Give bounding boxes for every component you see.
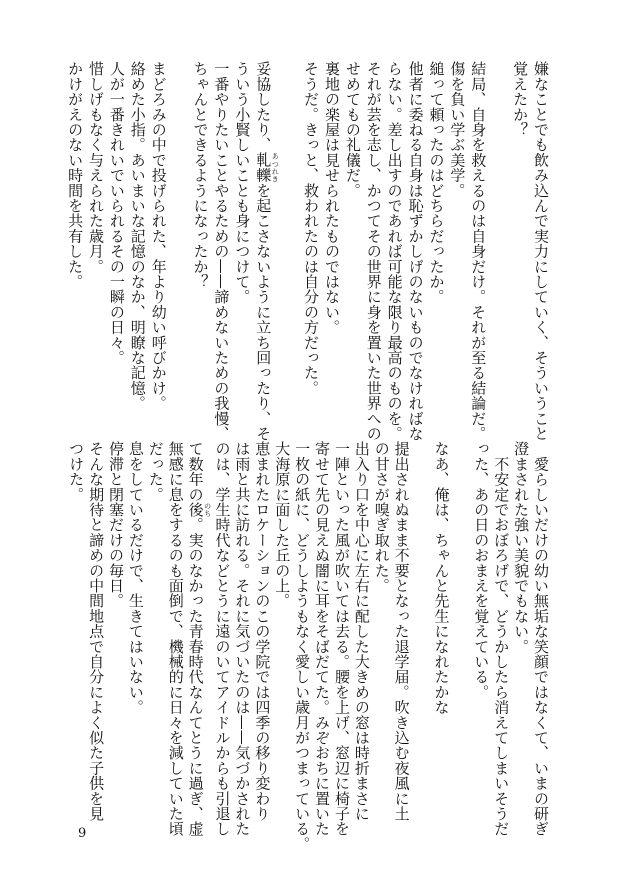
text-line: 嫌なことでも飲み込んで実力にしていく、そういうこと: [532, 61, 550, 441]
blank-line: [411, 441, 431, 813]
text-line: 一番やりたいことやるための——諦めないための我慢、: [212, 61, 231, 441]
text-line: 人が一番きれいでいられるその一瞬の日々。: [107, 61, 126, 365]
text-block-top: [64, 61, 551, 442]
text-segment: 妥協したり、: [254, 61, 273, 153]
text-line: だった。: [146, 441, 165, 502]
text-segment: て数年の: [186, 441, 205, 502]
text-line: 縋って頼ったのはどちらだったか。: [427, 61, 446, 305]
text-line: のは、学生時代などとうに遠のいてアイドルからも引退し: [213, 441, 232, 837]
text-segment: 。実のなかった青春時代なんてとうに過ぎ、虚: [186, 517, 205, 837]
text-line: 他者に委ねる自身は恥ずかしげのないものでなければな: [406, 61, 425, 441]
text-segment: を起こさないように立ち回ったり、そ: [254, 182, 273, 442]
text-line: 提出されぬまま不要となった退学届。吹き込む夜風に土: [392, 441, 411, 821]
text-line: 不安定でおぼろげで、どうかしたら消えてしまいそうだ: [492, 441, 511, 837]
text-line: そうだ。きっと、救われたのは自分の方だった。: [302, 61, 321, 396]
text-line: ちゃんとできるようになったか？: [191, 61, 210, 289]
text-line: 大海原に面した丘の上。: [273, 441, 292, 609]
text-line: 絡めた小指。あいまいな記憶のなか、明瞭な記憶。: [128, 61, 147, 411]
blank-line: [450, 441, 470, 813]
text-line: せめてもの礼儀だ。: [343, 61, 362, 198]
text-line: なあ、俺は、ちゃんと先生になれたかな: [432, 441, 451, 715]
text-line: それが芸を志し、かつてその世界に身を置いた世界への: [364, 61, 383, 441]
text-line: かけがえのない時間を共有した。: [66, 61, 85, 289]
text-line: 恵まれたロケーションのこの学院では四季の移り変わり: [253, 441, 272, 821]
ruby-word: [254, 152, 280, 183]
text-line: 寄せて先の見えぬ闇に耳をそばだてた。みぞおちに置いた: [313, 441, 332, 837]
text-line: [252, 61, 280, 442]
text-line: [185, 441, 212, 837]
text-line: 無感に息をするのも面倒で、機械的に日々を減していた頃: [166, 441, 185, 837]
text-line: つけた。: [67, 441, 86, 502]
text-line: 惜しげもなく与えられた歳月。: [86, 61, 105, 274]
text-line: 一陣といった風が吹いては去る。腰を上げ、窓辺に椅子を: [332, 441, 351, 837]
blank-line: [169, 61, 190, 433]
text-line: 結局、自身を救えるのは自身だけ。それが至る結論だ。: [469, 61, 488, 441]
text-line: った、あの日のおまえを覚えている。: [472, 441, 491, 700]
text-line: ういう小賢しいことも身につけて。: [233, 61, 252, 305]
ruby-base: 後: [186, 501, 205, 518]
ruby-reading: のち: [203, 501, 212, 518]
text-line: は雨と共に訪れる。それに気づいたのは——気づかされた: [233, 441, 252, 837]
text-line: 澄まされた強い美貌でもない。: [512, 441, 531, 654]
text-block-bottom: [65, 441, 550, 852]
text-line: らない。差し出すのであれば可能な限り最高のものを。: [385, 61, 404, 441]
text-line: 一枚の紙に、どうしようもなく愛しい歳月がつまっている。: [293, 441, 312, 852]
text-line: 覚えたか？: [511, 61, 530, 137]
ruby-reading: あつれき: [271, 152, 280, 183]
text-line: 愛らしいだけの幼い無垢な笑顔ではなくて、いまの研ぎ: [532, 441, 550, 837]
blank-line: [488, 61, 509, 433]
ruby-word: [186, 501, 212, 518]
ruby-base: 軋轢: [254, 152, 273, 183]
page-number: 9: [78, 826, 87, 841]
blank-line: [279, 61, 300, 433]
text-line: 出入り口を中心に左右に配した大きめの窓は時折まさに: [352, 441, 371, 821]
text-line: 傷を負い学ぶ美学。: [448, 61, 467, 198]
text-line: そんな期待と諦めの中間地点で自分によく似た子供を見: [87, 441, 106, 821]
text-line: まどろみの中で投げられた、年より幼い呼びかけ。: [149, 61, 168, 411]
text-line: 裏地の楽屋は見せられたものではない。: [322, 61, 341, 335]
text-line: 停滞と閉塞だけの毎日。: [106, 441, 125, 609]
text-line: 息をしているだけで、生きてはいない。: [126, 441, 145, 715]
text-line: の甘さが嗅ぎ取れた。: [372, 441, 391, 593]
